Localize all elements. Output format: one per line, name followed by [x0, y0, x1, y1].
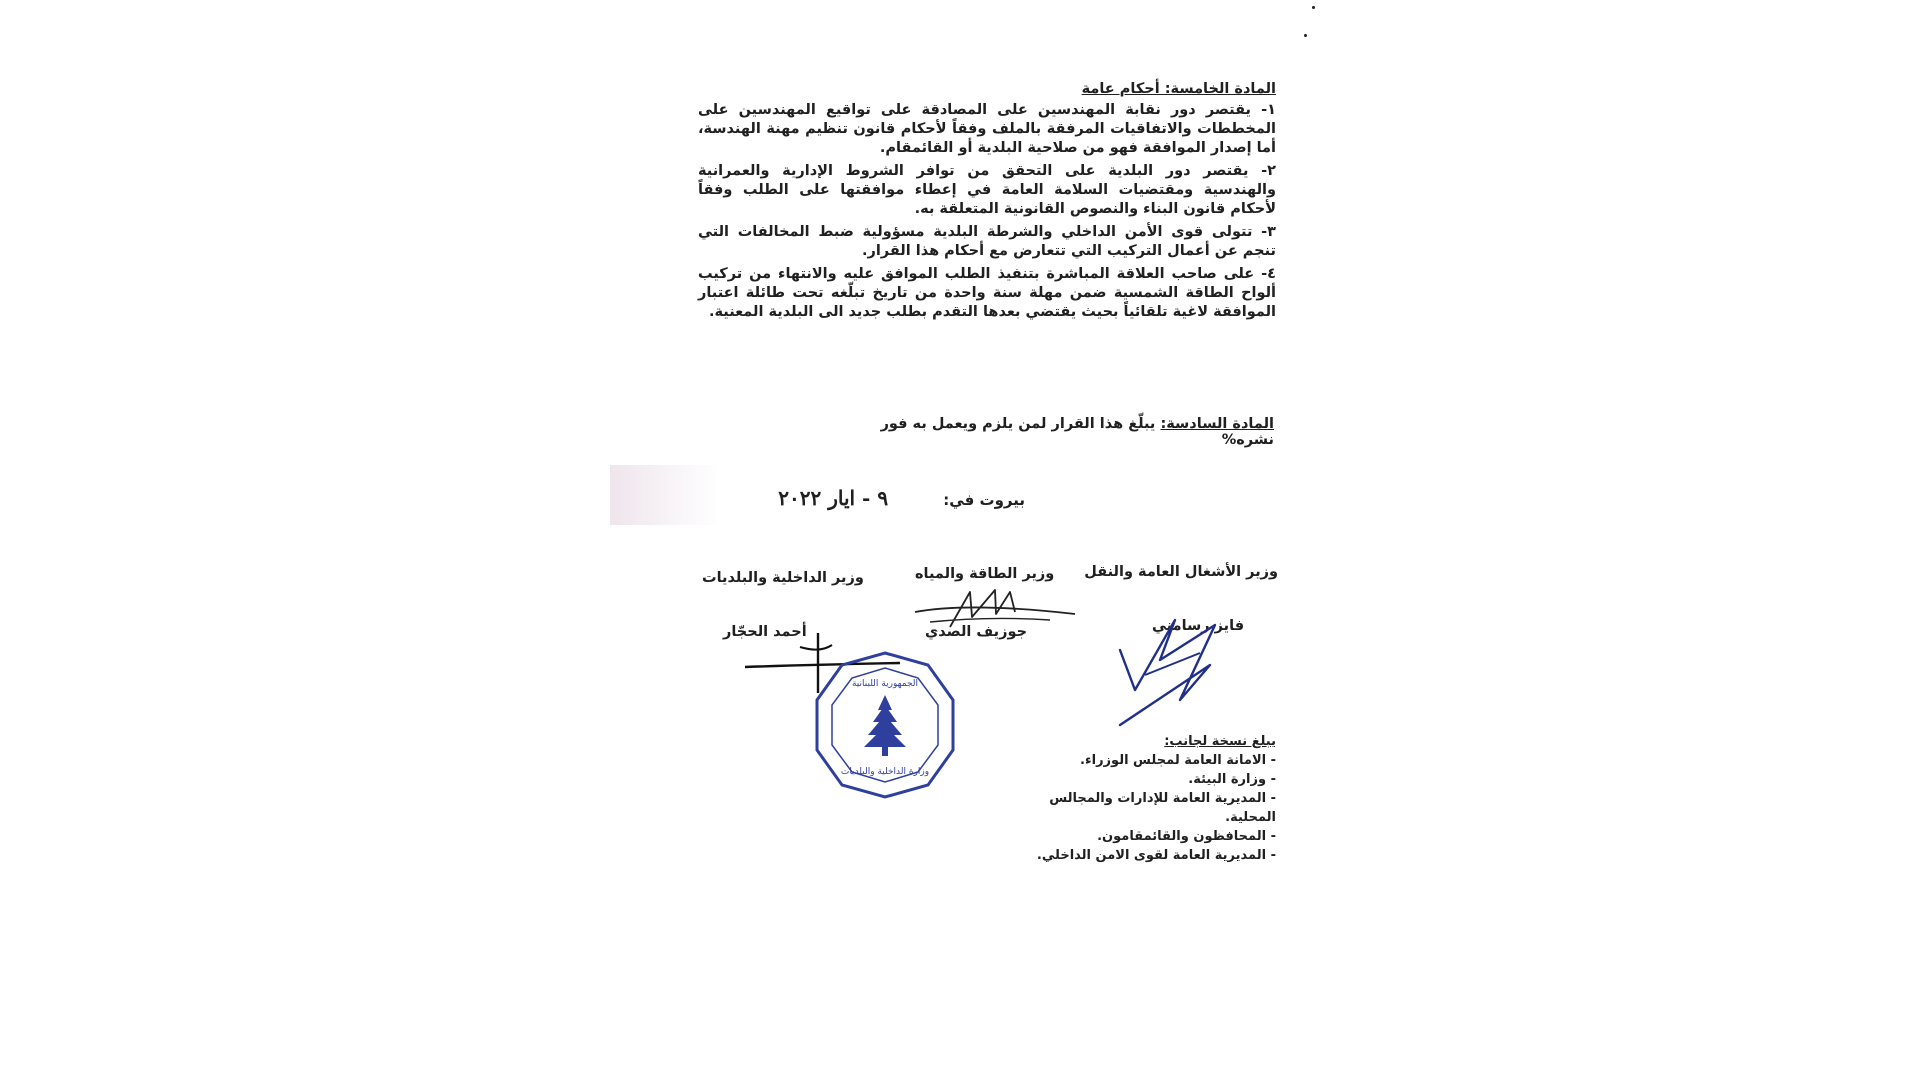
- minister-public-works-title: وزير الأشغال العامة والنقل: [1084, 564, 1278, 580]
- cedar-icon: [864, 695, 906, 756]
- minister-energy-title: وزير الطاقة والمياه: [915, 566, 1055, 582]
- list-item: - المديرية العامة لقوى الامن الداخلي.: [1030, 846, 1276, 865]
- article-5-item: ٤- على صاحب العلاقة المباشرة بتنفيذ الطلب الموافق عليه والانتهاء من تركيب ألواح الطاقة الشمسية ضمن مهلة سنة واحدة من تاريخ تبلّغه تحت طائلة اعتبار الموافقة لاغية تلقائياً بحيث يقتضي بعدها التقدم بطلب جديد الى البلدية المعنية.: [698, 266, 1276, 320]
- minister-public-works-name: فايز رسامني: [1152, 618, 1245, 634]
- article-5: [698, 80, 1276, 326]
- minister-energy-name: جوزيف الصدي: [925, 624, 1028, 640]
- article-6: [880, 416, 1274, 448]
- stamp-top-text: الجمهورية اللبنانية: [851, 679, 919, 689]
- article-6-label: المادة السادسة:: [1160, 416, 1274, 432]
- ministry-stamp: [810, 650, 960, 800]
- signature-energy: [910, 582, 1080, 642]
- list-item: - المديرية العامة للإدارات والمجالس المحلية.: [1030, 789, 1276, 827]
- distribution-heading: يبلغ نسخة لجانب:: [1164, 734, 1276, 749]
- article-5-item: ٢- يقتصر دور البلدية على التحقق من توافر الشروط الإدارية والعمرانية والهندسية ومقتضيات السلامة العامة في إعطاء موافقتها على الطلب وفقاً لأحكام قانون البناء والنصوص القانونية المتعلقة به.: [698, 163, 1276, 217]
- handwritten-date: ٩ - ايار ٢٠٢٢: [778, 486, 889, 510]
- date-label: بيروت في:: [943, 491, 1025, 509]
- list-item: - وزارة البيئة.: [1030, 770, 1276, 789]
- date-line: [725, 486, 1025, 510]
- scan-speck: [1312, 6, 1315, 9]
- stamp-bottom-text: وزارة الداخلية والبلديات: [840, 767, 930, 777]
- article-5-heading: المادة الخامسة: أحكام عامة: [1081, 81, 1276, 97]
- article-5-item: ٣- تتولى قوى الأمن الداخلي والشرطة البلدية مسؤولية ضبط المخالفات التي تنجم عن أعمال التركيب التي تتعارض مع أحكام هذا القرار.: [698, 224, 1276, 259]
- distribution-list: [1030, 732, 1276, 865]
- list-item: - المحافظون والقائمقامون.: [1030, 827, 1276, 846]
- signature-public-works: [1100, 605, 1250, 735]
- minister-interior-name: أحمد الحجّار: [723, 624, 807, 640]
- list-item: - الامانة العامة لمجلس الوزراء.: [1030, 751, 1276, 770]
- article-6-text: يبلّغ هذا القرار لمن يلزم ويعمل به فور نشره%: [880, 416, 1274, 448]
- scan-speck: [1304, 34, 1307, 37]
- minister-interior-title: وزير الداخلية والبلديات: [702, 570, 864, 586]
- article-5-item: ١- يقتصر دور نقابة المهندسين على المصادقة على تواقيع المهندسين على المخططات والاتفاقيات المرفقة بالملف وفقاً لأحكام قانون تنظيم مهنة الهندسة، أما إصدار الموافقة فهو من صلاحية البلدية أو القائمقام.: [698, 102, 1276, 156]
- document-page: [610, 0, 1310, 1080]
- scan-discoloration: [610, 465, 720, 525]
